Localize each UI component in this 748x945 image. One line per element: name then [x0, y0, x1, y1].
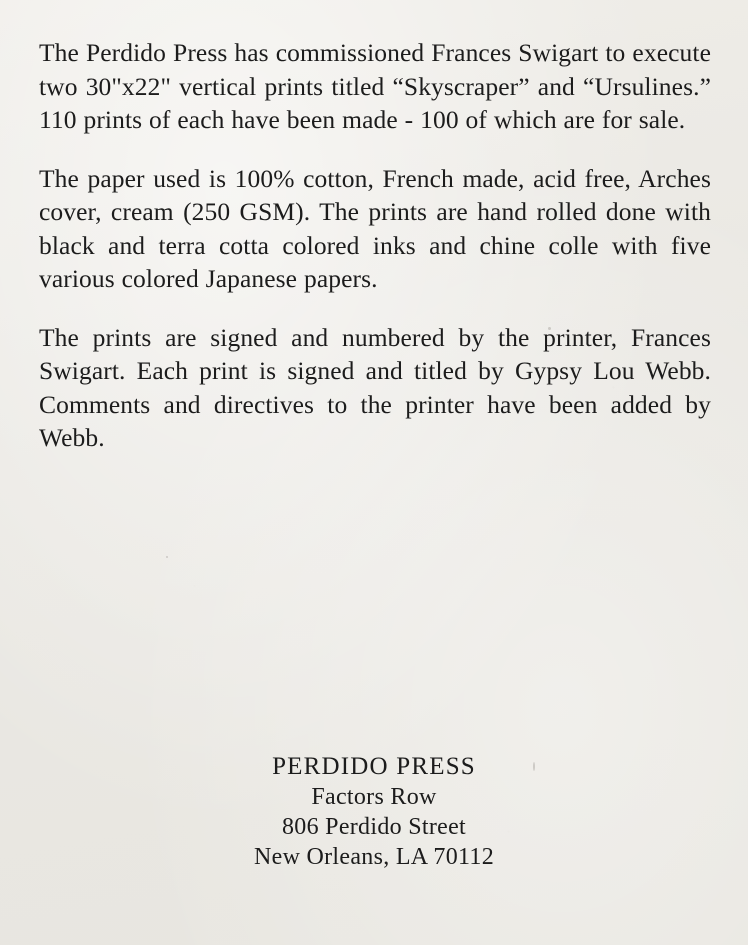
colophon [0, 752, 748, 872]
colophon-street: 806 Perdido Street [281, 814, 467, 840]
colophon-city-state-zip: New Orleans, LA 70112 [253, 844, 495, 870]
paragraph-signatures: The prints are signed and numbered by the printer, Frances Swigart. Each print is signed and titled by Gypsy Lou Webb. Comments and directives to the printer have been added by Webb. [39, 322, 711, 452]
colophon-building: Factors Row [311, 784, 437, 810]
body-text [39, 36, 711, 455]
colophon-imprint: PERDIDO PRESS [272, 753, 476, 780]
paragraph-paper: The paper used is 100% cotton, French made, acid free, Arches cover, cream (250 GSM). The prints are hand rolled done with black and terra cotta colored inks and chine colle with five various colored Japanese papers. [39, 163, 711, 293]
paragraph-commission: The Perdido Press has commissioned Frances Swigart to execute two 30"x22" vertical prints titled “Skyscraper” and “Ursulines.” 110 prints of each have been made - 100 of which are for sale. [39, 38, 711, 134]
paper-speck [166, 556, 168, 558]
